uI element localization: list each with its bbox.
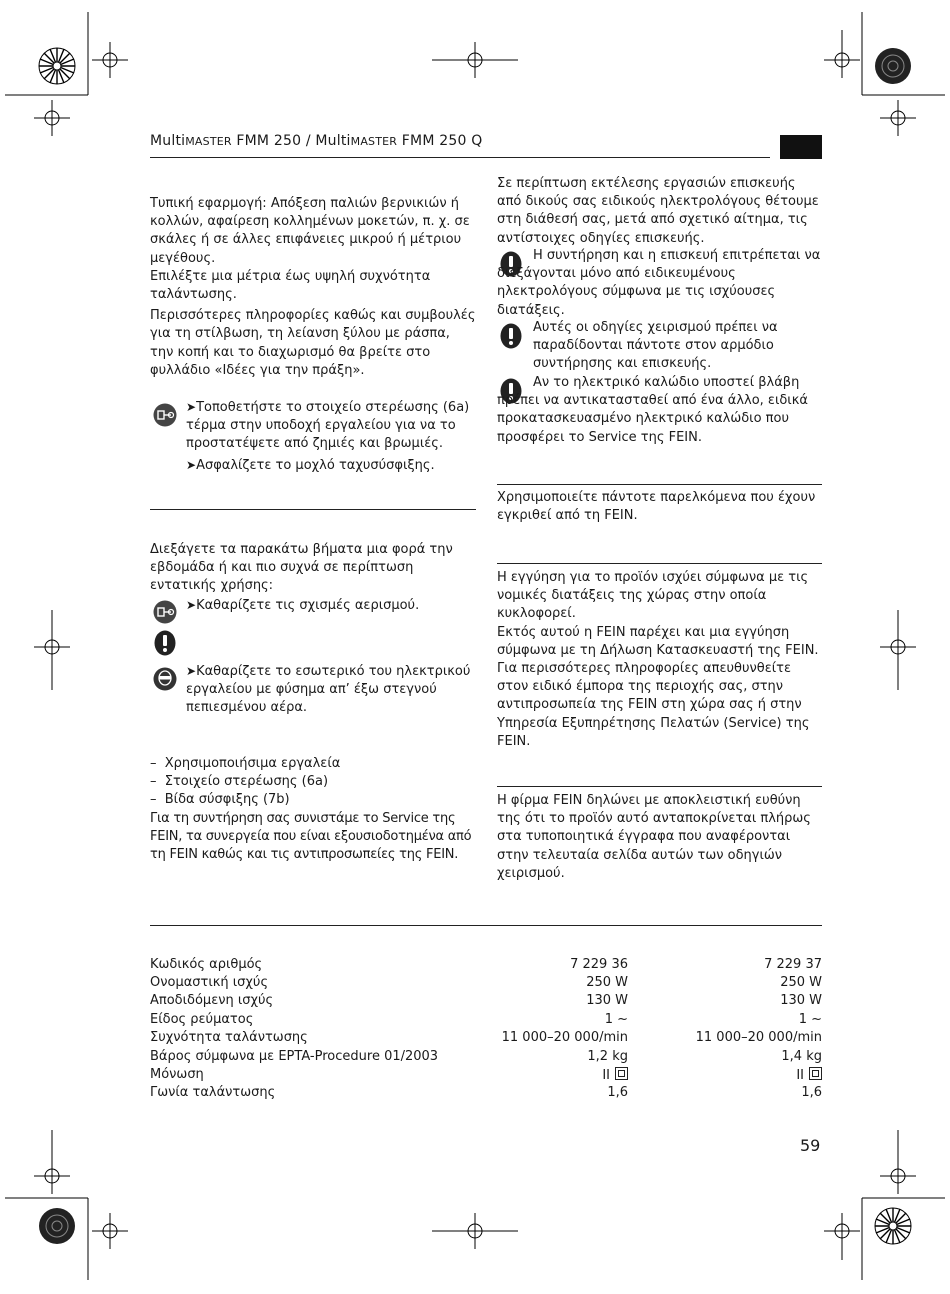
maintenance-step-1 bbox=[186, 596, 476, 615]
registration-mark-top-right bbox=[875, 48, 911, 84]
spec-value-7-229-37: 11 000–20 000/min bbox=[695, 1030, 822, 1046]
crosshair-right-3 bbox=[880, 1130, 916, 1194]
mounting-steps bbox=[186, 398, 476, 475]
spec-value-7-229-36: 1,6 bbox=[607, 1085, 628, 1101]
spec-value-7-229-36: 250 W bbox=[586, 975, 628, 991]
spec-label: Αποδιδόμενη ισχύς bbox=[150, 993, 274, 1009]
spec-value-7-229-37: 130 W bbox=[780, 993, 822, 1009]
clean-interior-step: Καθαρίζετε το εσωτερικό του ηλεκτρικού εργαλείου με φύσημα απ’ έξω στεγνού πεπιεσμένου αέρα. bbox=[186, 664, 471, 716]
crosshair-right-2 bbox=[880, 610, 916, 690]
spec-label: Είδος ρεύματος bbox=[150, 1011, 254, 1027]
crosshair-top-3 bbox=[824, 30, 860, 78]
table-row bbox=[150, 955, 822, 973]
specs-rule bbox=[150, 925, 822, 926]
header-rule bbox=[150, 157, 770, 158]
table-row bbox=[150, 1047, 822, 1065]
warning-3 bbox=[497, 374, 822, 447]
list-item: – Βίδα σύσφιξης (7b) bbox=[150, 792, 290, 808]
list-item: – Στοιχείο στερέωσης (6a) bbox=[150, 774, 329, 790]
table-row bbox=[150, 973, 822, 991]
right-section-rule-1 bbox=[497, 484, 822, 485]
warning-2 bbox=[533, 319, 822, 374]
spec-value-7-229-36: 7 229 36 bbox=[570, 956, 628, 972]
header-master: MASTER bbox=[185, 135, 232, 148]
application-paragraph: Τυπική εφαρμογή: Απόξεση παλιών βερνικιών ή κολλών, αφαίρεση κολλημένων μοκετών, π. χ. σε σκάλες ή σε άλλες επιφάνειες μικρού ή μέτριου μεγέθους. bbox=[150, 196, 470, 266]
frequency-paragraph: Επιλέξτε μια μέτρια έως υψηλή συχνότητα ταλάντωσης. bbox=[150, 268, 431, 303]
spec-label: Κωδικός αριθμός bbox=[150, 956, 263, 972]
table-row bbox=[150, 1029, 822, 1047]
list-item: – Χρησιμοποιήσιμα εργαλεία bbox=[150, 756, 341, 771]
header-model: FMM 250 / bbox=[231, 133, 316, 149]
warning-3-text: Αν το ηλεκτρικό καλώδιο υποστεί βλάβη πρέπει να αντικατασταθεί από ένα άλλο, ειδικά προκατασκευασμένο ηλεκτρικό καλώδιο που προσφέρει το Service της FEIN. bbox=[497, 375, 808, 445]
insulation-class: II bbox=[602, 1067, 610, 1083]
spec-value-7-229-37 bbox=[628, 1065, 822, 1083]
warning-1 bbox=[497, 247, 822, 320]
crosshair-top-1 bbox=[92, 42, 128, 78]
accessories-text: Χρησιμοποιείτε πάντοτε παρελκόμενα που έχουν εγκριθεί από τη FEIN. bbox=[497, 490, 816, 524]
registration-mark-bottom-right bbox=[875, 1208, 911, 1244]
crosshair-bottom-3 bbox=[824, 1213, 860, 1260]
spec-label: Βάρος σύμφωνα με EPTA-Procedure 01/2003 bbox=[150, 1048, 439, 1064]
warning-2-text: Αυτές οι οδηγίες χειρισμού πρέπει να παραδίδονται πάντοτε στον αρμόδιο συντήρησης και επισκευής. bbox=[533, 320, 778, 372]
safety-goggles-icon bbox=[153, 667, 177, 691]
technical-data-table bbox=[150, 955, 822, 1102]
conformity-text: Η φίρμα FEIN δηλώνει με αποκλειστική ευθύνη της ότι το προϊόν αυτό ανταποκρίνεται πλήρως στα τυποποιητικά έγγραφα που αναφέρονται στην τελευταία σελίδα αυτών των οδηγιών χειρισμού. bbox=[497, 793, 811, 881]
arrow-icon: ➤ bbox=[186, 598, 197, 612]
language-tab-marker bbox=[780, 135, 822, 159]
crosshair-left-2 bbox=[34, 610, 70, 690]
maintenance-step-2 bbox=[186, 662, 476, 718]
crosshair-left-3 bbox=[34, 1130, 70, 1194]
table-row bbox=[150, 1084, 822, 1102]
right-section-rule-2 bbox=[497, 563, 822, 564]
spec-value-7-229-37: 1,4 kg bbox=[781, 1048, 822, 1064]
page-header bbox=[150, 133, 482, 149]
right-section-rule-3 bbox=[497, 786, 822, 787]
warning-1-text: Η συντήρηση και η επισκευή επιτρέπεται να διεξάγονται μόνο από ειδικευμένους ηλεκτρολόγους σύμφωνα με τις ισχύουσες διατάξεις. bbox=[497, 248, 821, 318]
spec-value-7-229-36: 130 W bbox=[586, 993, 628, 1009]
warranty-text-1: Η εγγύηση για το προϊόν ισχύει σύμφωνα με τις νομικές διατάξεις της χώρας στην οποία κυκλοφορεί. bbox=[497, 570, 809, 622]
left-section-rule-1 bbox=[150, 509, 476, 510]
spec-label: Γωνία ταλάντωσης bbox=[150, 1085, 276, 1101]
warranty-text-2: Εκτός αυτού η FEIN παρέχει και μια εγγύηση σύμφωνα με τη Δήλωση Κατασκευαστή της FEIN. Για περισσότερες πληροφορίες απευθυνθείτε στον ειδικό έμπορα της περιοχής σας, στην αντιπροσωπεία της FEIN στη χώρα σας ή στην Υπηρεσία Εξυπηρέτησης Πελατών (Service) της FEIN. bbox=[497, 624, 819, 749]
arrow-icon: ➤ bbox=[186, 664, 197, 678]
crosshair-left-1 bbox=[34, 100, 70, 136]
insulation-class: II bbox=[796, 1067, 804, 1083]
header-multi: Multi bbox=[150, 133, 186, 149]
spec-value-7-229-37: 1,6 bbox=[801, 1085, 822, 1101]
table-row bbox=[150, 992, 822, 1010]
crosshair-right-1 bbox=[880, 100, 916, 136]
table-row bbox=[150, 1010, 822, 1028]
spec-value-7-229-36: 1,2 kg bbox=[587, 1048, 628, 1064]
spec-label: Μόνωση bbox=[150, 1067, 204, 1083]
header-multi-2: Multi bbox=[315, 133, 351, 149]
arrow-icon: ➤ bbox=[186, 457, 197, 472]
conformity-section bbox=[497, 792, 822, 883]
double-insulation-icon bbox=[615, 1067, 628, 1080]
spec-label: Συχνότητα ταλάντωσης bbox=[150, 1030, 308, 1046]
crosshair-bottom-1 bbox=[92, 1213, 128, 1249]
maintenance-intro-text: Διεξάγετε τα παρακάτω βήματα μια φορά την εβδομάδα ή και πιο συχνά σε περίπτωση εντατικής χρήσης: bbox=[150, 542, 453, 594]
service-paragraph: Για τη συντήρηση σας συνιστάμε το Service της FEIN, τα συνεργεία που είναι εξουσιοδοτημένα από τη FEIN καθώς και τις αντιπροσωπείες της FEIN. bbox=[150, 810, 472, 863]
header-model-2: FMM 250 Q bbox=[397, 133, 483, 149]
accessories-paragraph bbox=[497, 489, 822, 525]
more-info-paragraph: Περισσότερες πληροφορίες καθώς και συμβουλές για τη στίλβωση, τη λείανση ξύλου με ράσπα, την κοπή και το διαχωρισμό θα βρείτε στο φυλλάδιο «Ιδέες για την πράξη». bbox=[150, 308, 476, 378]
crosshair-bottom-2 bbox=[432, 1213, 518, 1249]
spec-value-7-229-37: 1 ~ bbox=[798, 1011, 822, 1027]
exclamation-icon bbox=[154, 630, 176, 656]
exclamation-icon bbox=[500, 323, 522, 349]
table-row bbox=[150, 1065, 822, 1083]
step-lock-lever: Ασφαλίζετε το μοχλό ταχυσύσφιξης. bbox=[196, 457, 435, 473]
repair-text: Σε περίπτωση εκτέλεσης εργασιών επισκευής από δικούς σας ειδικούς ηλεκτρολόγους θέτουμε στη διάθεσή σας, μετά από σχετικό αίτημα, τις αντίστοιχες οδηγίες επισκευής. bbox=[497, 176, 819, 246]
spec-value-7-229-37: 7 229 37 bbox=[764, 956, 822, 972]
registration-mark-bottom-left bbox=[39, 1208, 75, 1244]
header-master-2: MASTER bbox=[350, 135, 398, 148]
parts-list bbox=[150, 755, 476, 864]
crosshair-top-2 bbox=[432, 42, 518, 78]
double-insulation-icon bbox=[809, 1067, 822, 1080]
step-mount-attachment: Τοποθετήστε το στοιχείο στερέωσης (6a) τέρμα στην υποδοχή εργαλείου για να το προστατέψετε από ζημιές και βρωμιές. bbox=[186, 400, 470, 452]
spec-label: Ονομαστική ισχύς bbox=[150, 975, 269, 991]
repair-paragraph bbox=[497, 175, 822, 248]
spec-value-7-229-36: 11 000–20 000/min bbox=[501, 1030, 628, 1046]
tool-socket-icon-2 bbox=[153, 600, 177, 624]
clean-vents-step: Καθαρίζετε τις σχισμές αερισμού. bbox=[196, 598, 420, 613]
tool-socket-icon bbox=[153, 403, 177, 427]
maintenance-intro bbox=[150, 541, 476, 596]
spec-value-7-229-36: 1 ~ bbox=[604, 1011, 628, 1027]
left-column-top bbox=[150, 195, 476, 380]
page-number: 59 bbox=[800, 1136, 821, 1155]
arrow-icon: ➤ bbox=[186, 400, 197, 414]
warranty-section bbox=[497, 569, 822, 751]
spec-value-7-229-36 bbox=[490, 1065, 628, 1083]
registration-mark-top-left bbox=[39, 48, 75, 84]
spec-value-7-229-37: 250 W bbox=[780, 975, 822, 991]
